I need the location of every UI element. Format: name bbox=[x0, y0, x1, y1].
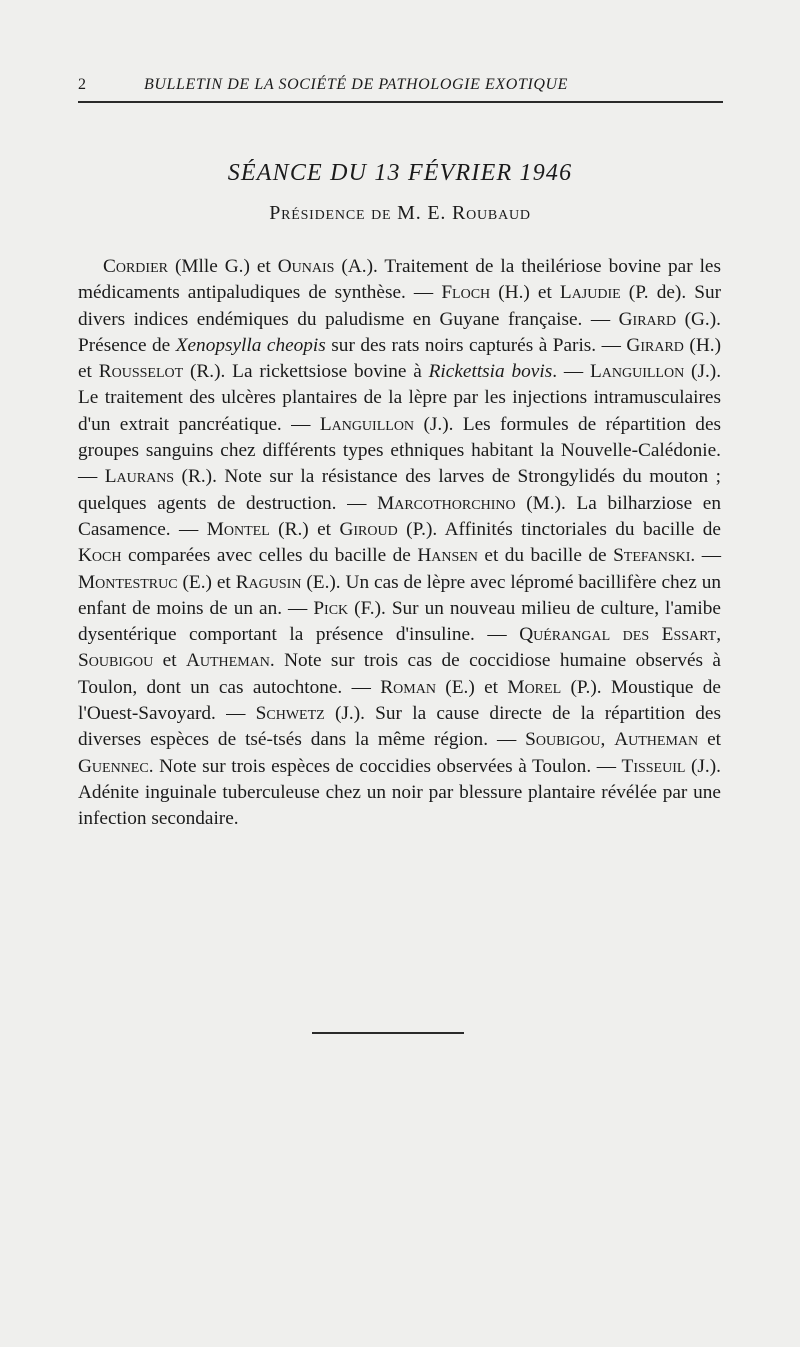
author-name: Morel bbox=[507, 676, 562, 698]
entry-text: . — bbox=[690, 545, 721, 567]
entry-text: (R.). La rickettsiose bovine à bbox=[183, 361, 429, 383]
presidency-line: Présidence de M. E. Roubaud bbox=[269, 202, 531, 224]
entry-text: (P. de). Sur divers indices endémiques du paludisme en Guyane française. — bbox=[78, 282, 722, 330]
end-divider bbox=[312, 1032, 464, 1034]
author-name: Autheman bbox=[185, 650, 270, 672]
entry-text: et bbox=[698, 729, 721, 751]
author-name: Montel bbox=[206, 518, 270, 540]
author-name: Schwetz bbox=[255, 703, 325, 725]
entry-text: (P.). Moustique de l'Ouest-Savoyard. — bbox=[78, 676, 721, 725]
entry-text: . Note sur trois cas de coccidiose humaine observés à Toulon, dont un cas autochtone. — bbox=[78, 650, 721, 698]
author-name: Languillon bbox=[319, 413, 415, 435]
session-title: SÉANCE DU 13 FÉVRIER 1946 bbox=[227, 160, 573, 186]
author-name: Tisseuil bbox=[621, 755, 686, 777]
entry-text: (J.). Les formules de répartition des groupes sanguins chez différents types ethniques habitant la Nouvelle-Calédonie. — bbox=[78, 413, 721, 488]
entry-text: , bbox=[600, 729, 615, 751]
entry-text: (H.) et bbox=[78, 334, 721, 383]
author-name: Guennec bbox=[78, 755, 149, 777]
author-name: Soubigou bbox=[525, 729, 601, 751]
entry-text: (Mlle G.) et bbox=[167, 256, 278, 277]
journal-title: BULLETIN DE LA SOCIÉTÉ DE PATHOLOGIE EXOTIQUE bbox=[144, 76, 569, 93]
communications-list bbox=[78, 254, 721, 833]
author-name: Ragusin bbox=[235, 571, 302, 593]
author-name: Marcothorchino bbox=[377, 492, 516, 514]
author-name: Laurans bbox=[104, 466, 175, 488]
author-name: Languillon bbox=[589, 361, 685, 383]
entry-text: (G.). Présence de bbox=[78, 308, 721, 356]
author-name: Soubigou bbox=[78, 650, 154, 672]
author-name: Quérangal des Essart bbox=[519, 624, 717, 646]
author-name: Autheman bbox=[614, 729, 699, 751]
entry-text: (J.). Sur la cause directe de la répartition des diverses espèces de tsé-tsés dans la même région. — bbox=[78, 703, 721, 751]
entry-text: (E.). Un cas de lèpre avec lépromé bacillifère chez un enfant de moins de un an. — bbox=[78, 571, 721, 619]
author-name: Girard bbox=[618, 308, 677, 330]
species-name: Rickettsia bovis bbox=[428, 361, 553, 383]
author-name: Giroud bbox=[339, 518, 398, 540]
page-number: 2 bbox=[78, 76, 86, 93]
author-name: Hansen bbox=[417, 545, 478, 567]
entry-text: (A.). Traitement de la theilériose bovine par les médicaments antipaludiques de synthèse. — bbox=[78, 256, 721, 304]
entry-text: (P.). Affinités tinctoriales du bacille de bbox=[397, 518, 721, 540]
entry-text: (R.) et bbox=[269, 518, 340, 540]
entry-text: (H.) et bbox=[490, 282, 560, 304]
entry-text: (E.) et bbox=[435, 676, 508, 698]
author-name: Cordier bbox=[103, 256, 168, 277]
author-name: Koch bbox=[78, 545, 122, 567]
author-name: Lajudie bbox=[559, 282, 621, 304]
author-name: Pick bbox=[313, 597, 349, 619]
author-name: Floch bbox=[441, 282, 491, 304]
entry-text: (R.). Note sur la résistance des larves de Strongylidés du mouton ; quelques agents de destruction. — bbox=[78, 466, 721, 514]
author-name: Girard bbox=[626, 334, 684, 356]
entry-text: et du bacille de bbox=[477, 545, 614, 567]
entry-text: comparées avec celles du bacille de bbox=[121, 545, 418, 567]
entry-text: . — bbox=[552, 361, 590, 383]
entry-text: sur des rats noirs capturés à Paris. — bbox=[325, 334, 627, 356]
author-name: Ounais bbox=[277, 256, 335, 277]
entry-text: et bbox=[153, 650, 186, 672]
author-name: Stefanski bbox=[613, 545, 691, 567]
entry-text: (M.). La bilharziose en Casamence. — bbox=[78, 492, 721, 540]
author-name: Rousselot bbox=[98, 361, 184, 383]
entry-text: (J.). Le traitement des ulcères plantaires de la lèpre par les injections intramusculaires d'un extrait pancréatique. — bbox=[78, 361, 722, 435]
entry-text: (F.). Sur un nouveau milieu de culture, l'amibe dysentérique comportant la présence d'insuline. — bbox=[78, 597, 721, 646]
entry-text: , bbox=[716, 624, 722, 646]
entry-text: (E.) et bbox=[177, 571, 236, 593]
author-name: Montestruc bbox=[78, 571, 178, 593]
species-name: Xenopsylla cheopis bbox=[175, 334, 326, 356]
entry-text: . Note sur trois espèces de coccidies observées à Toulon. — bbox=[148, 755, 622, 777]
header-divider bbox=[78, 101, 723, 103]
author-name: Roman bbox=[380, 676, 436, 698]
entry-text: (J.). Adénite inguinale tuberculeuse chez un noir par blessure plantaire révélée par une infection secondaire. bbox=[78, 755, 721, 830]
running-head bbox=[78, 76, 723, 98]
